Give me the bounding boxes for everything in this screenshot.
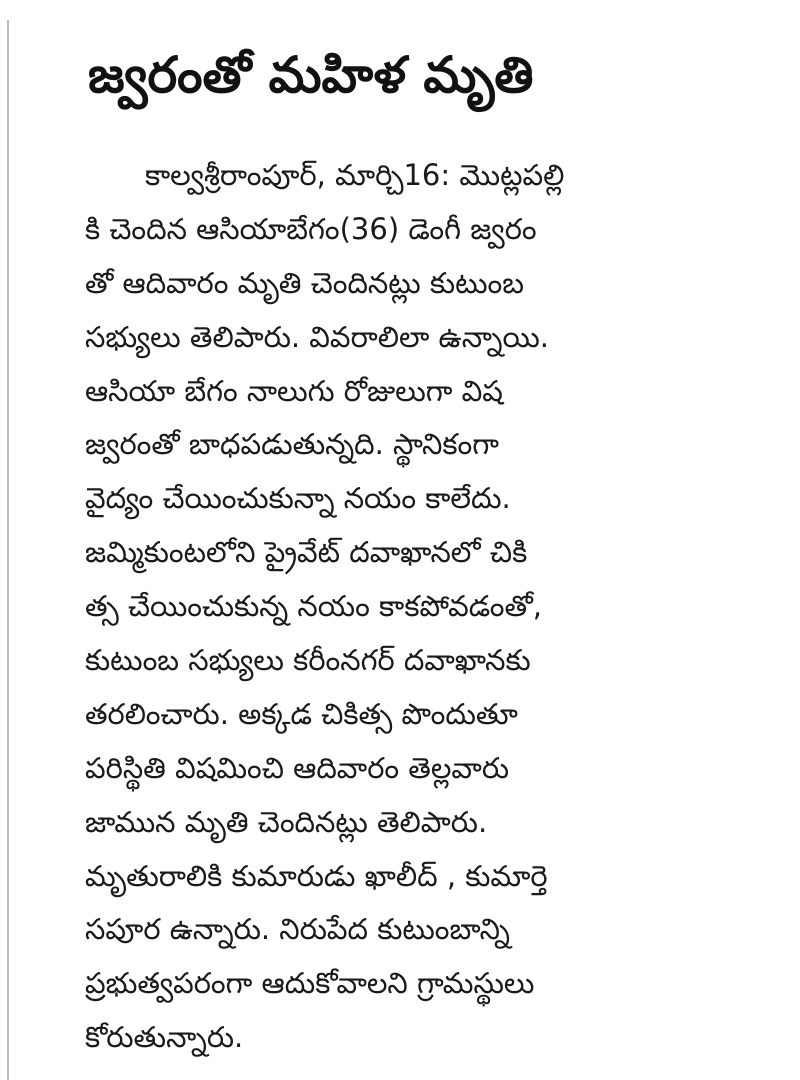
article-line: జామున మృతి చెందినట్లు తెలిపారు. — [85, 804, 488, 839]
article-line: వైద్యం చేయించుకున్నా నయం కాలేదు. — [85, 481, 511, 516]
article-line: ప్రభుత్వపరంగా ఆదుకోవాలని గ్రామస్థులు — [85, 966, 535, 1001]
article-line: పరిస్థితి విషమించి ఆదివారం తెల్లవారు — [85, 750, 510, 785]
article-line: కాల్వశ్రీరాంపూర్, మార్చి16: మొట్లపల్లి — [145, 158, 565, 192]
article-body — [85, 148, 665, 1064]
article-line: తో ఆదివారం మృతి చెందినట్లు కుటుంబ — [85, 265, 524, 300]
article-line: సభ్యులు తెలిపారు. వివరాలిలా ఉన్నాయి. — [85, 319, 549, 354]
article-line: మృతురాలికి కుమారుడు ఖాలీద్ , కుమార్తె — [85, 858, 548, 893]
article-line: కుటుంబ సభ్యులు కరీంనగర్ దవాఖానకు — [85, 643, 531, 678]
headline: జ్వరంతో మహిళ మృతి — [88, 46, 534, 104]
article-line: జమ్మికుంటలోని ప్రైవేట్ దవాఖానలో చికి — [85, 535, 528, 570]
article-line: జ్వరంతో బాధపడుతున్నది. స్థానికంగా — [85, 427, 499, 462]
article-line: ఆసియా బేగం నాలుగు రోజులుగా విష — [85, 373, 503, 408]
column-divider — [7, 20, 9, 1080]
article-line: కోరుతున్నారు. — [85, 1020, 244, 1055]
article-line: సపూర ఉన్నారు. నిరుపేద కుటుంబాన్ని — [85, 912, 510, 947]
article-line: త్స చేయించుకున్న నయం కాకపోవడంతో, — [85, 589, 542, 624]
article-line: తరలించారు. అక్కడ చికిత్స పొందుతూ — [85, 696, 518, 731]
article-line: కి చెందిన ఆసియాబేగం(36) డెంగీ జ్వరం — [85, 211, 537, 246]
